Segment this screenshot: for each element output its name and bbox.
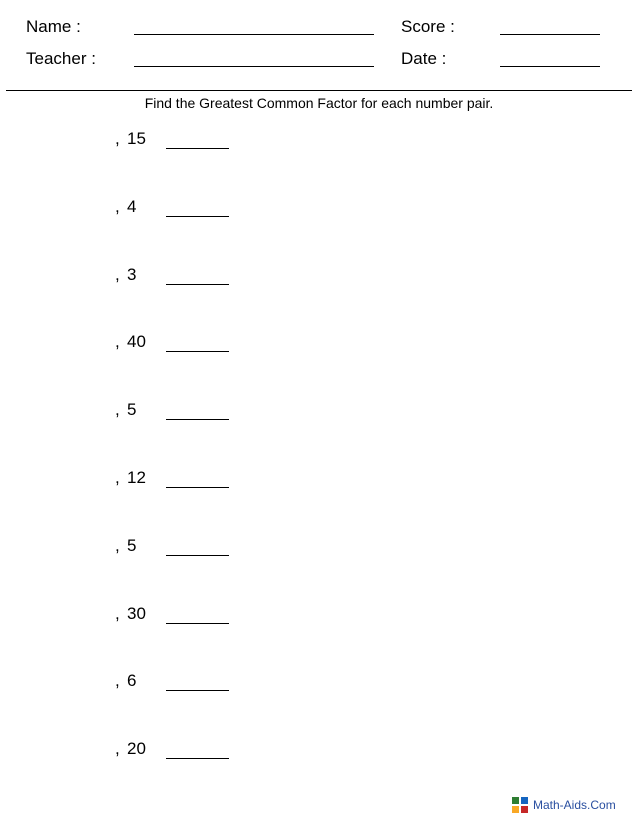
score-blank[interactable] [500,34,600,35]
answer-blank[interactable] [166,216,229,217]
second-number: 5 [127,400,137,419]
problem-item [0,536,300,560]
problem-item [0,332,300,356]
separator: , [115,197,120,216]
footer [512,796,616,814]
second-number: 12 [127,468,146,487]
name-blank[interactable] [134,34,374,35]
second-number: 3 [127,265,137,284]
separator: , [115,265,120,284]
second-number: 15 [127,129,146,148]
score-label: Score : [401,17,455,36]
separator: , [115,536,120,555]
answer-blank[interactable] [166,419,229,420]
answer-blank[interactable] [166,690,229,691]
date-label: Date : [401,49,447,68]
header-divider [6,90,632,91]
separator: , [115,400,120,419]
problem-item [0,265,300,289]
name-label: Name : [26,17,81,36]
second-number: 40 [127,332,146,351]
answer-blank[interactable] [166,284,229,285]
answer-blank[interactable] [166,351,229,352]
separator: , [115,604,120,623]
math-aids-logo-icon [512,797,528,813]
brand-text: Math-Aids.Com [533,798,616,812]
answer-blank[interactable] [166,487,229,488]
separator: , [115,671,120,690]
problem-item [0,468,300,492]
problem-item [0,197,300,221]
problem-item [0,671,300,695]
instructions: Find the Greatest Common Factor for each number pair. [144,95,494,111]
teacher-blank[interactable] [134,66,374,67]
separator: , [115,468,120,487]
answer-blank[interactable] [166,623,229,624]
date-blank[interactable] [500,66,600,67]
second-number: 6 [127,671,137,690]
separator: , [115,332,120,351]
second-number: 20 [127,739,146,758]
answer-blank[interactable] [166,758,229,759]
answer-blank[interactable] [166,148,229,149]
separator: , [115,739,120,758]
problem-item [0,400,300,424]
problem-item [0,604,300,628]
second-number: 5 [127,536,137,555]
teacher-label: Teacher : [26,49,96,68]
problem-item [0,129,300,153]
second-number: 30 [127,604,146,623]
answer-blank[interactable] [166,555,229,556]
second-number: 4 [127,197,137,216]
separator: , [115,129,120,148]
problem-item [0,739,300,763]
